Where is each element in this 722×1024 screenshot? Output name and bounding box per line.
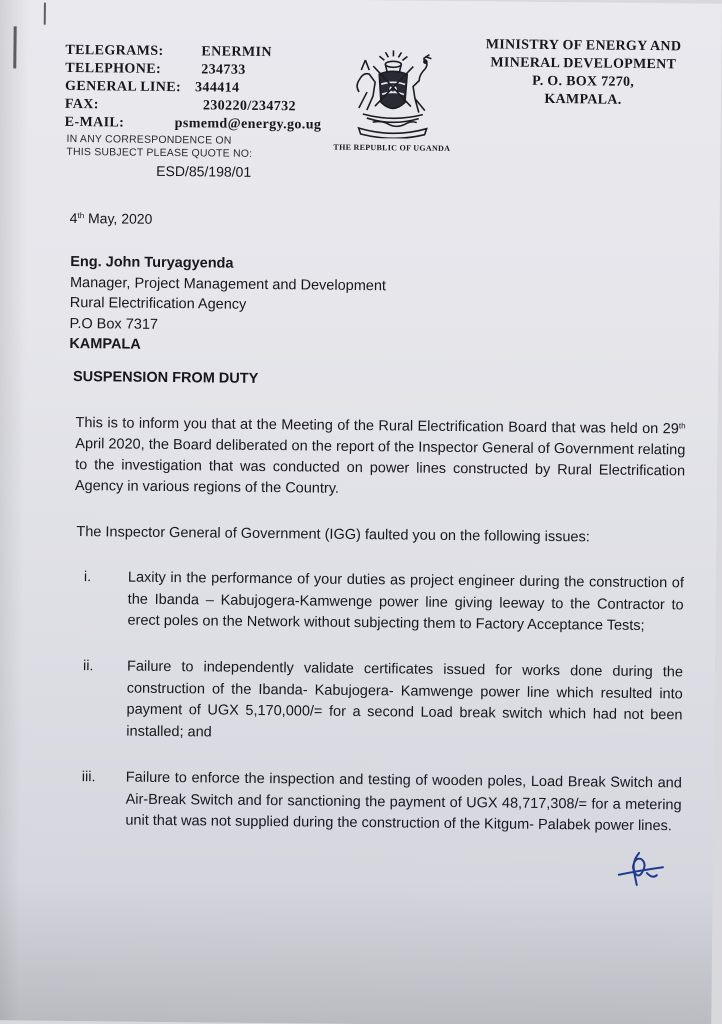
- issue-text: Failure to independently validate certificates issued for works done during the construction of the Ibanda- Kabujogera- Kamwenge power line which resulted into payment of UGX 5,170,000/= for a second Load break switch which had not been installed; and: [126, 658, 684, 740]
- ministry-line: MINISTRY OF ENERGY AND: [485, 37, 682, 55]
- reference-number: ESD/85/198/01: [156, 162, 252, 180]
- page-shadow-bottom: [0, 880, 713, 1024]
- contact-label: E-MAIL:: [64, 114, 125, 131]
- date-day: 4: [69, 209, 78, 227]
- recipient-city: KAMPALA: [69, 335, 141, 353]
- contact-label: FAX:: [64, 96, 99, 113]
- body-superscript: th: [678, 421, 686, 431]
- punch-mark: [44, 3, 46, 25]
- recipient-organization: Rural Electrification Agency: [69, 294, 247, 313]
- issue-text: Laxity in the performance of your duties as project engineer during the construction of the Ibanda – Kabujogera-Kamwenge power line giving leeway to the Contractor to erect poles on the Network without subjecting them to Factory Acceptance Tests;: [127, 569, 684, 635]
- recipient-address: [69, 252, 386, 358]
- ministry-address: [475, 36, 692, 110]
- issue-item: [81, 767, 682, 838]
- contact-label: TELEGRAMS:: [65, 42, 164, 59]
- issue-number: ii.: [82, 658, 94, 675]
- issue-text: Failure to enforce the inspection and testing of wooden poles, Load Break Switch and Air-Break Switch and for sanctioning the payment of UGX 48,717,308/= for a metering unit that was not supplied during the construction of the Kitgum- Palabek power lines.: [125, 769, 682, 835]
- recipient-po-box: P.O Box 7317: [69, 315, 159, 333]
- contact-label: TELEPHONE:: [65, 60, 162, 77]
- uganda-coat-of-arms-icon: [345, 46, 442, 139]
- ministry-line: MINERAL DEVELOPMENT: [490, 55, 677, 73]
- body-paragraph: [75, 409, 686, 503]
- issue-number: iii.: [81, 769, 96, 786]
- body-text: April 2020, the Board deliberated on the report of the Inspector General of Government relating to the investigation that was conducted on power lines constructed by Rural Electrification Agency in various regions of the Country.: [74, 436, 686, 497]
- contact-value: 344414: [194, 80, 240, 96]
- contact-value: psmemd@energy.go.ug: [174, 116, 322, 133]
- letter-subject: SUSPENSION FROM DUTY: [72, 369, 259, 387]
- body-paragraph: The Inspector General of Government (IGG) faulted you on the following issues:: [76, 524, 590, 546]
- contact-value: ENERMIN: [201, 44, 273, 61]
- recipient-title: Manager, Project Management and Development: [69, 274, 387, 294]
- body-text: This is to inform you that at the Meeting of the Rural Electrification Board that was held on 29: [75, 415, 679, 438]
- date-rest: May, 2020: [84, 210, 153, 227]
- issue-number: i.: [83, 569, 92, 586]
- contact-value: 234733: [201, 62, 246, 78]
- ministry-line: KAMPALA.: [544, 91, 622, 108]
- republic-caption: THE REPUBLIC OF UGANDA: [333, 142, 451, 153]
- issue-item: [83, 567, 684, 638]
- issue-item: [82, 656, 683, 748]
- date-suffix: th: [77, 211, 85, 221]
- correspondence-note-line: THIS SUBJECT PLEASE QUOTE NO:: [66, 145, 253, 160]
- page-shadow-left: [0, 0, 30, 1020]
- correspondence-note: [66, 133, 252, 161]
- letterhead-contacts: [64, 42, 322, 133]
- contact-label: GENERAL LINE:: [65, 78, 182, 96]
- recipient-name: Eng. John Turyagyenda: [70, 253, 234, 272]
- punch-mark: [13, 26, 16, 68]
- ministry-line: P. O. BOX 7270,: [532, 73, 635, 90]
- letter-date: [70, 210, 153, 227]
- contact-value: 230220/234732: [202, 98, 297, 115]
- signature-initial: [617, 849, 667, 890]
- correspondence-note-line: IN ANY CORRESPONDENCE ON: [66, 132, 232, 147]
